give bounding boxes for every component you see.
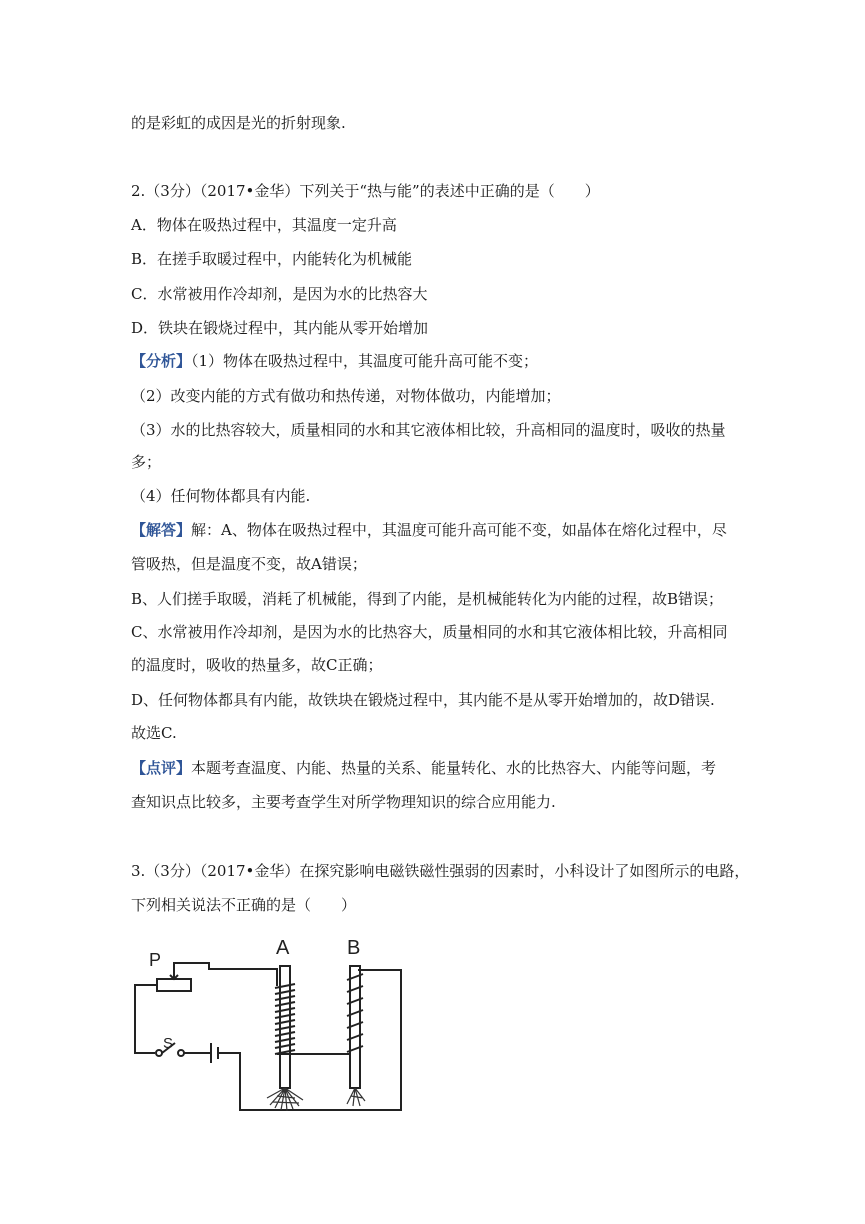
answer-line: 故选C. bbox=[131, 724, 177, 742]
label-b: B bbox=[347, 937, 361, 959]
intro-line: 的是彩虹的成因是光的折射现象. bbox=[131, 114, 346, 132]
question-2-stem: 2.（3分）（2017•金华）下列关于“热与能”的表述中正确的是（ ） bbox=[131, 182, 600, 200]
electromagnet-circuit-diagram bbox=[125, 930, 410, 1120]
comment-line bbox=[131, 758, 741, 778]
coil-a-icon bbox=[275, 984, 295, 1054]
label-p: P bbox=[149, 950, 162, 970]
attracted-pins-b-icon bbox=[347, 1088, 365, 1106]
rheostat-icon bbox=[157, 979, 191, 991]
left-wire bbox=[135, 985, 157, 1053]
answer-line: B、人们搓手取暖，消耗了机械能，得到了内能，是机械能转化为内能的过程，故B错误； bbox=[131, 590, 724, 608]
question-3-stem: 下列相关说法不正确的是（ ） bbox=[131, 896, 357, 914]
analysis-line: 多； bbox=[131, 453, 162, 471]
question-2-option-c: C．水常被用作冷却剂，是因为水的比热容大 bbox=[131, 285, 428, 303]
switch-contact-icon bbox=[156, 1050, 162, 1056]
question-3-stem: 3.（3分）（2017•金华）在探究影响电磁铁磁性强弱的因素时，小科设计了如图所示的电路， bbox=[131, 862, 750, 880]
analysis-line bbox=[131, 351, 741, 371]
analysis-text: （1）物体在吸热过程中，其温度可能升高可能不变； bbox=[191, 352, 539, 370]
return-wire bbox=[218, 970, 401, 1110]
comment-text: 本题考查温度、内能、热量的关系、能量转化、水的比热容大、内能等问题，考 bbox=[191, 759, 717, 777]
answer-line bbox=[131, 520, 741, 540]
question-2-option-a: A．物体在吸热过程中，其温度一定升高 bbox=[131, 216, 397, 234]
attracted-pins-a-icon bbox=[267, 1088, 303, 1111]
answer-line: 的温度时，吸收的热量多，故C正确； bbox=[131, 656, 383, 674]
answer-line: D、任何物体都具有内能，故铁块在锻烧过程中，其内能不是从零开始增加的，故D错误. bbox=[131, 691, 715, 709]
answer-tag: 【解答】 bbox=[131, 521, 192, 539]
answer-text: 解：A、物体在吸热过程中，其温度可能升高可能不变，如晶体在熔化过程中，尽 bbox=[191, 521, 727, 539]
analysis-line: （4）任何物体都具有内能. bbox=[131, 487, 311, 505]
analysis-line: （2）改变内能的方式有做功和热传递，对物体做功，内能增加； bbox=[131, 387, 561, 405]
label-s: S bbox=[163, 1035, 174, 1052]
switch-contact-icon bbox=[178, 1050, 184, 1056]
analysis-tag: 【分析】 bbox=[131, 352, 192, 370]
question-2-option-b: B．在搓手取暖过程中，内能转化为机械能 bbox=[131, 250, 413, 268]
answer-line: C、水常被用作冷却剂，是因为水的比热容大，质量相同的水和其它液体相比较，升高相同 bbox=[131, 623, 728, 641]
comment-line: 查知识点比较多，主要考查学生对所学物理知识的综合应用能力. bbox=[131, 793, 556, 811]
question-2-option-d: D．铁块在锻烧过程中，其内能从零开始增加 bbox=[131, 319, 429, 337]
analysis-line: （3）水的比热容较大，质量相同的水和其它液体相比较，升高相同的温度时，吸收的热量 bbox=[131, 421, 726, 439]
comment-tag: 【点评】 bbox=[131, 759, 192, 777]
slider-wire bbox=[174, 963, 277, 986]
answer-line: 管吸热，但是温度不变，故A错误； bbox=[131, 555, 367, 573]
label-a: A bbox=[276, 937, 290, 959]
